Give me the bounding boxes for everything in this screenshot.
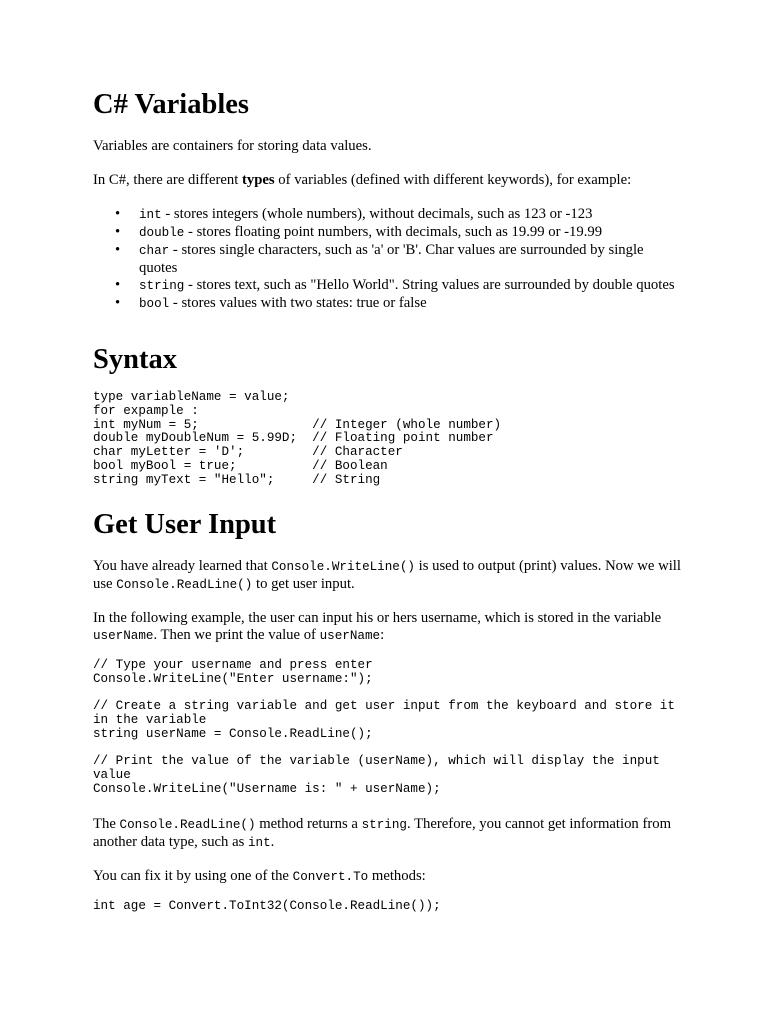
p3-text-b: method returns a [255, 816, 362, 832]
list-item-text: - stores floating point numbers, with decimals, such as 19.99 or -19.99 [184, 224, 603, 240]
list-item [93, 206, 683, 224]
p1-code-readline: Console.ReadLine() [116, 578, 253, 592]
bullet-icon: • [115, 295, 121, 311]
types-text-after: of variables (defined with different keywords), for example: [274, 172, 632, 188]
types-paragraph [93, 172, 683, 189]
intro-paragraph: Variables are containers for storing data values. [93, 138, 372, 154]
p4-text-a: You can fix it by using one of the [93, 868, 293, 884]
list-item-text: - stores text, such as "Hello World". String values are surrounded by double quotes [184, 277, 675, 293]
heading-syntax: Syntax [93, 344, 177, 375]
list-item [93, 242, 683, 277]
code-block-readline: // Create a string variable and get user input from the keyboard and store it in the variable string userName = Console.ReadLine(); [93, 699, 675, 741]
p3-code-readline: Console.ReadLine() [119, 818, 256, 832]
types-text-before: In C#, there are different [93, 172, 242, 188]
list-item-keyword: string [139, 279, 185, 293]
p1-text-b: is used to output (print) values. Now we will use [93, 558, 681, 592]
bullet-icon: • [115, 206, 121, 222]
p1-text-c: to get user input. [252, 576, 355, 592]
list-item-keyword: char [139, 244, 170, 258]
p1-code-writeline: Console.WriteLine() [271, 560, 415, 574]
code-block-convert: int age = Convert.ToInt32(Console.ReadLine()); [93, 899, 441, 913]
p3-text-a: The [93, 816, 120, 832]
user-input-paragraph-4 [93, 868, 683, 886]
list-item-text: - stores single characters, such as 'a' or 'B'. Char values are surrounded by single quotes [139, 242, 644, 276]
bullet-icon: • [115, 242, 121, 258]
list-item-text: - stores values with two states: true or false [169, 295, 427, 311]
types-bold: types [241, 172, 275, 188]
code-block-prompt: // Type your username and press enter Console.WriteLine("Enter username:"); [93, 658, 373, 686]
types-list [93, 206, 683, 313]
p2-text-b: . Then we print the value of [153, 627, 320, 643]
p4-code-convert: Convert.To [292, 870, 369, 884]
syntax-code-block: type variableName = value; for expample : int myNum = 5; // Integer (whole number) double myDoubleNum = 5.99D; // Floating point number char myLetter = 'D'; // Character bool myBool = true; // Boolean string myText = "Hello"; // String [93, 390, 502, 487]
p3-text-c: . Therefore, you cannot get information from another data type, such as [93, 816, 672, 850]
p2-code-username-1: userName [93, 629, 154, 643]
user-input-paragraph-1 [93, 558, 683, 594]
p4-text-b: methods: [368, 868, 426, 884]
bullet-icon: • [115, 277, 121, 293]
list-item-keyword: int [139, 208, 162, 222]
list-item-keyword: double [139, 226, 185, 240]
p3-code-int: int [247, 836, 271, 850]
p2-text-c: : [380, 627, 385, 643]
user-input-paragraph-2 [93, 610, 683, 645]
heading-csharp-variables: C# Variables [93, 89, 249, 120]
heading-get-user-input: Get User Input [93, 509, 277, 540]
list-item [93, 277, 683, 295]
bullet-icon: • [115, 224, 121, 240]
list-item [93, 295, 683, 313]
user-input-paragraph-3 [93, 816, 683, 852]
list-item-text: - stores integers (whole numbers), without decimals, such as 123 or -123 [161, 206, 593, 222]
p1-text-a: You have already learned that [93, 558, 272, 574]
p3-text-d: . [270, 834, 275, 850]
code-block-print: // Print the value of the variable (userName), which will display the input value Console.WriteLine("Username is: " + userName); [93, 754, 660, 796]
list-item [93, 224, 683, 242]
p2-code-username-2: userName [319, 629, 381, 643]
p3-code-string: string [361, 818, 407, 832]
list-item-keyword: bool [139, 297, 170, 311]
p2-text-a: In the following example, the user can input his or hers username, which is stored in the variable [93, 610, 662, 626]
